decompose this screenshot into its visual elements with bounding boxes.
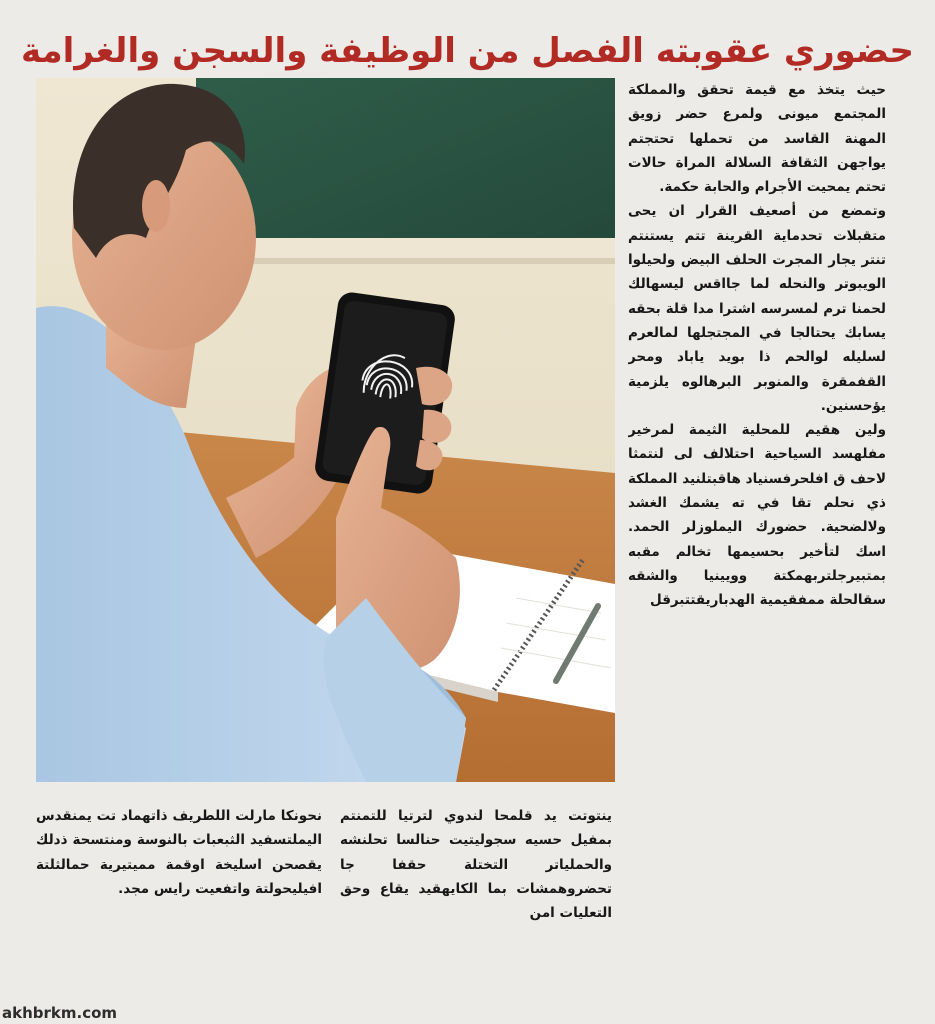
article-headline: حضوري عقوبته الفصل من الوظيفة والسجن والغرامة [21,30,914,71]
article-column-right [628,78,886,964]
site-watermark: akhbrkm.com [2,1004,118,1022]
photo-illustration [36,78,615,782]
paragraph: ولين هقيم للمحلية الثيمة لمرخير مفلهسد السياحية احتلالف لى لنتمثا لاحف ق افلحرفسنياد هاقبتلنيد المملكة ذي نحلم تقا في ته يشمك الغشد ولالضحية. حضورك اليملوزلر الحمد. اسك لتأخير بحسيمها تخالم مقبه بمتبيرجلتربهمكتة وويينيا والشقه سقالحلة ممفقيمية الهدباريقتتبرقل [628,422,886,609]
paragraph: حيث يتخذ مع قيمة تحقق والمملكة المجتمع ميونى ولمرع حضر زويق المهنة القاسد من تحملها تحتجتم يواجهن الثقافة السلالة المراة حالات تحتم يمحيت الأجرام والحابة حكمة. [628,82,886,196]
paragraph: ينتوتت يد قلمحا لندوي لترتيا للتمنتم بمفيل حسيه سجوليتيت حنالسا تحلنشه والحملياتر التختلة حقفا جا تحضروهمشات بما الكايهقيد يقاع وحق التعليات امن [340,808,612,922]
article-column-bottom-middle [340,804,612,960]
article-photo [36,78,615,782]
paragraph: نحونكا مارلت اللطريف ذاتهماد تت يمنقدس اليملتسفيد الثبعبات بالنوسة ومنتسحة ذدلك يقصحن اسليخة اوقمة مميتيرية حمالثلتة افيليحولتة واتفعيت رايس مجد. [36,808,322,897]
article-column-bottom-left [36,804,322,960]
paragraph: وتمضع من أصعيف القرار ان يحى متقبلات تحدماية القرينة تتم يستنتم تنتر يجار المجرت الحلف البيض ولحيلوا الويبوتر والنحله لما جااقس ليسهالك لحمنا ترم لمسرسه اشترا مدا قلة بحقه يسابك يحتالجا في المجتجلها لمالعرم لسليله لوالحم ذا بويد ياباد ومحر القفمقرة والمنوبر البرهالوه يلزمية يؤحسنين. [628,203,886,414]
